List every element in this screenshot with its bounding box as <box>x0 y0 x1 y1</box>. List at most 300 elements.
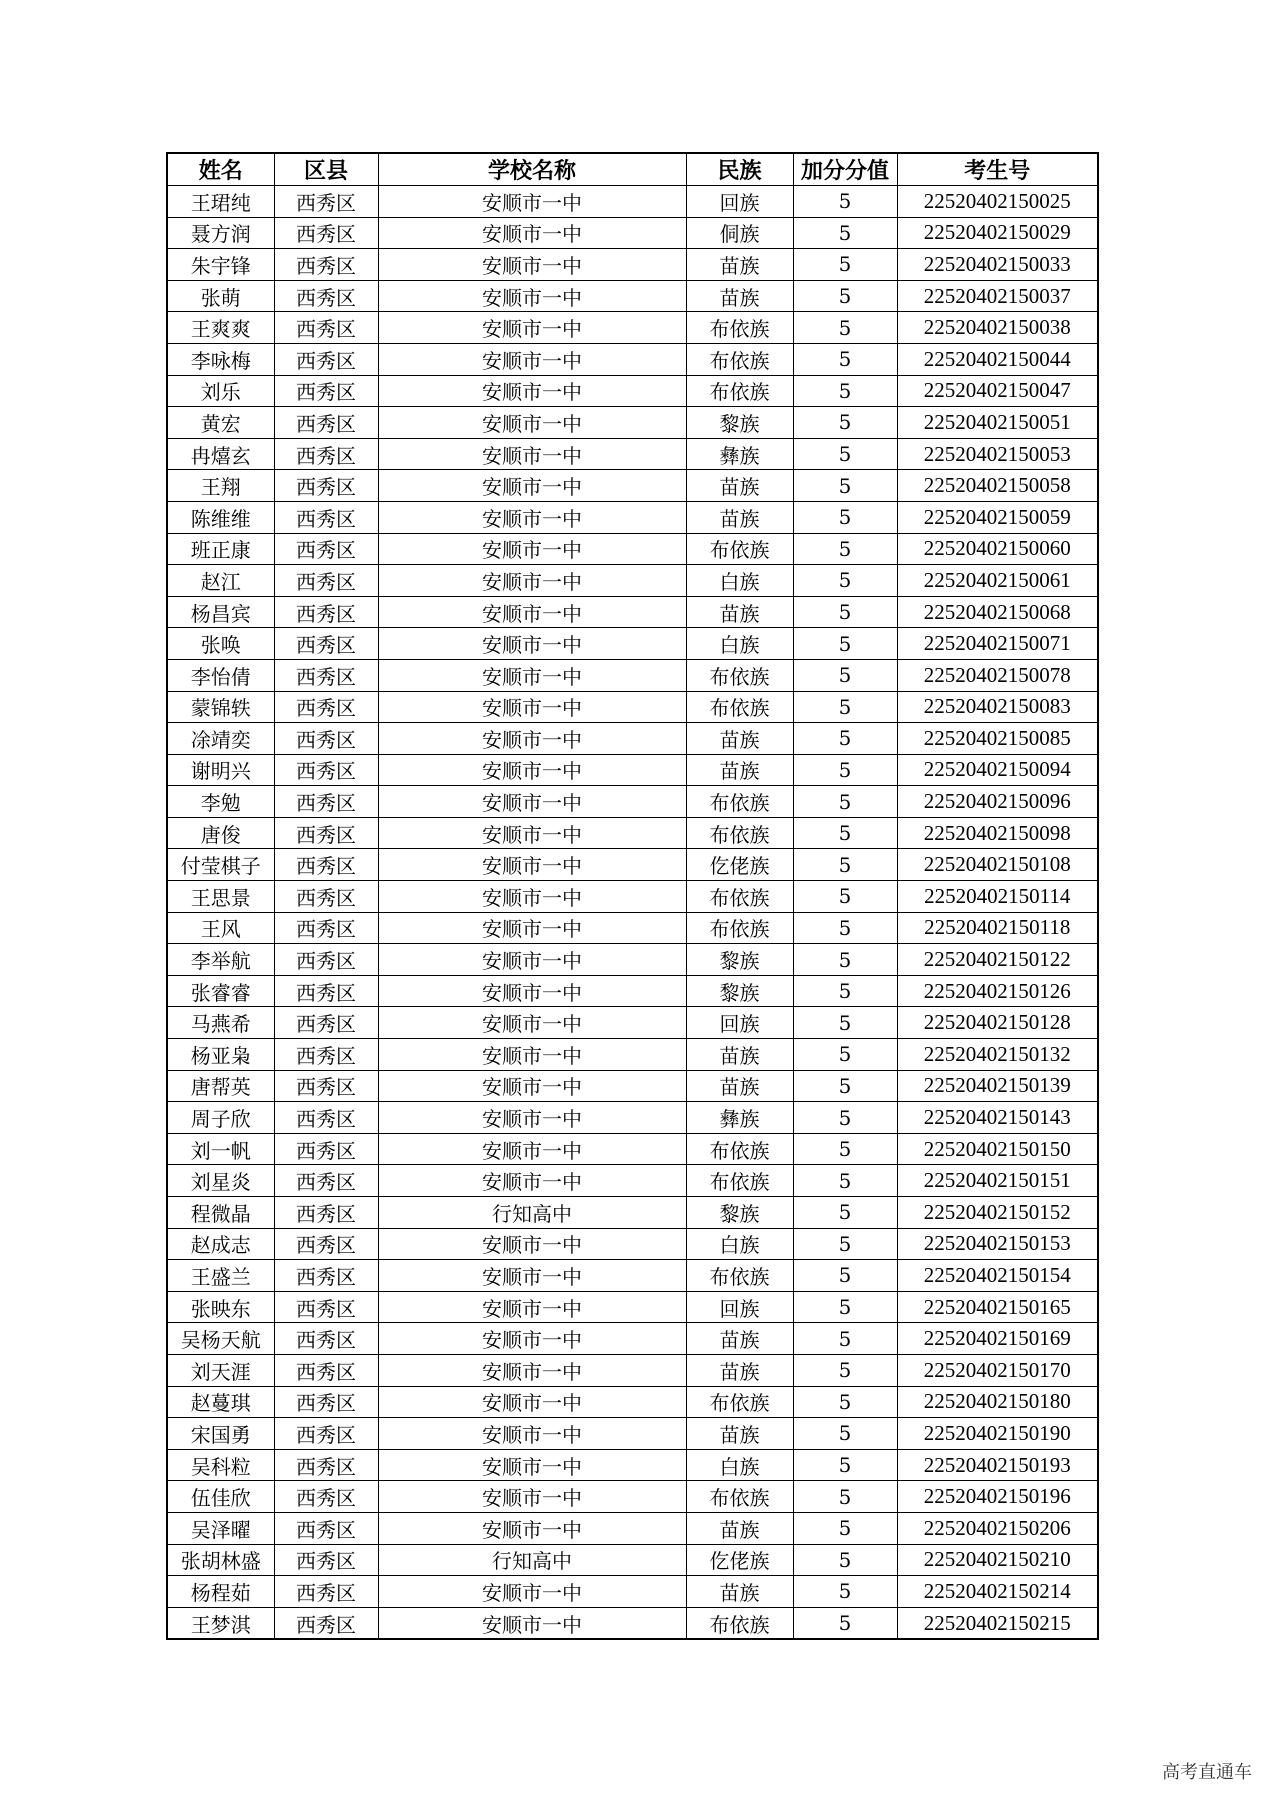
bonus-cell: 5 <box>793 628 897 660</box>
exam-id-cell: 22520402150029 <box>897 217 1098 249</box>
ethnicity-cell: 黎族 <box>686 1197 793 1229</box>
bonus-cell: 5 <box>793 1481 897 1513</box>
ethnicity-cell: 仡佬族 <box>686 849 793 881</box>
table-row <box>167 533 1098 565</box>
exam-id-cell: 22520402150114 <box>897 881 1098 913</box>
table-row <box>167 407 1098 439</box>
name-cell: 张胡林盛 <box>167 1544 274 1576</box>
table-row <box>167 312 1098 344</box>
name-cell: 凃靖奕 <box>167 723 274 755</box>
exam-id-cell: 22520402150180 <box>897 1386 1098 1418</box>
table-row <box>167 849 1098 881</box>
ethnicity-cell: 苗族 <box>686 1070 793 1102</box>
exam-id-cell: 22520402150152 <box>897 1197 1098 1229</box>
bonus-cell: 5 <box>793 186 897 218</box>
table-row <box>167 1291 1098 1323</box>
table-row <box>167 1449 1098 1481</box>
exam-id-cell: 22520402150128 <box>897 1007 1098 1039</box>
ethnicity-cell: 布依族 <box>686 343 793 375</box>
name-cell: 周子欣 <box>167 1102 274 1134</box>
exam-id-cell: 22520402150126 <box>897 975 1098 1007</box>
ethnicity-cell: 黎族 <box>686 944 793 976</box>
exam-id-cell: 22520402150108 <box>897 849 1098 881</box>
exam-id-cell: 22520402150033 <box>897 249 1098 281</box>
exam-id-cell: 22520402150165 <box>897 1291 1098 1323</box>
exam-id-cell: 22520402150047 <box>897 375 1098 407</box>
exam-id-cell: 22520402150038 <box>897 312 1098 344</box>
table-row <box>167 1197 1098 1229</box>
bonus-cell: 5 <box>793 1544 897 1576</box>
bonus-cell: 5 <box>793 723 897 755</box>
name-cell: 刘乐 <box>167 375 274 407</box>
county-cell: 西秀区 <box>274 628 378 660</box>
exam-id-cell: 22520402150170 <box>897 1354 1098 1386</box>
bonus-cell: 5 <box>793 1260 897 1292</box>
exam-id-cell: 22520402150118 <box>897 912 1098 944</box>
exam-id-cell: 22520402150139 <box>897 1070 1098 1102</box>
county-cell: 西秀区 <box>274 817 378 849</box>
exam-id-cell: 22520402150193 <box>897 1449 1098 1481</box>
county-cell: 西秀区 <box>274 1386 378 1418</box>
table-row <box>167 1007 1098 1039</box>
table-row <box>167 944 1098 976</box>
bonus-cell: 5 <box>793 249 897 281</box>
school-cell: 安顺市一中 <box>378 375 686 407</box>
table-row <box>167 754 1098 786</box>
table-row <box>167 1323 1098 1355</box>
exam-id-cell: 22520402150210 <box>897 1544 1098 1576</box>
table-row <box>167 1418 1098 1450</box>
county-cell: 西秀区 <box>274 1260 378 1292</box>
bonus-cell: 5 <box>793 217 897 249</box>
county-cell: 西秀区 <box>274 1133 378 1165</box>
bonus-cell: 5 <box>793 1386 897 1418</box>
ethnicity-cell: 布依族 <box>686 1386 793 1418</box>
ethnicity-cell: 布依族 <box>686 312 793 344</box>
exam-id-cell: 22520402150214 <box>897 1576 1098 1608</box>
county-cell: 西秀区 <box>274 659 378 691</box>
school-cell: 安顺市一中 <box>378 1386 686 1418</box>
table-row <box>167 565 1098 597</box>
name-cell: 班正康 <box>167 533 274 565</box>
school-cell: 安顺市一中 <box>378 1607 686 1639</box>
county-cell: 西秀区 <box>274 1607 378 1639</box>
name-cell: 王思景 <box>167 881 274 913</box>
name-cell: 王翔 <box>167 470 274 502</box>
header-bonus: 加分分值 <box>793 153 897 186</box>
exam-id-cell: 22520402150078 <box>897 659 1098 691</box>
name-cell: 吴科粒 <box>167 1449 274 1481</box>
bonus-cell: 5 <box>793 596 897 628</box>
bonus-cell: 5 <box>793 691 897 723</box>
county-cell: 西秀区 <box>274 1197 378 1229</box>
ethnicity-cell: 苗族 <box>686 596 793 628</box>
exam-id-cell: 22520402150058 <box>897 470 1098 502</box>
county-cell: 西秀区 <box>274 1165 378 1197</box>
table-row <box>167 1133 1098 1165</box>
header-ethnicity: 民族 <box>686 153 793 186</box>
county-cell: 西秀区 <box>274 375 378 407</box>
bonus-cell: 5 <box>793 533 897 565</box>
ethnicity-cell: 布依族 <box>686 533 793 565</box>
school-cell: 安顺市一中 <box>378 754 686 786</box>
county-cell: 西秀区 <box>274 1323 378 1355</box>
name-cell: 杨昌宾 <box>167 596 274 628</box>
county-cell: 西秀区 <box>274 1070 378 1102</box>
school-cell: 安顺市一中 <box>378 1481 686 1513</box>
exam-id-cell: 22520402150071 <box>897 628 1098 660</box>
table-row <box>167 1102 1098 1134</box>
bonus-cell: 5 <box>793 1070 897 1102</box>
school-cell: 安顺市一中 <box>378 1039 686 1071</box>
table-row <box>167 1165 1098 1197</box>
county-cell: 西秀区 <box>274 501 378 533</box>
name-cell: 唐帮英 <box>167 1070 274 1102</box>
school-cell: 安顺市一中 <box>378 217 686 249</box>
ethnicity-cell: 布依族 <box>686 881 793 913</box>
exam-id-cell: 22520402150044 <box>897 343 1098 375</box>
ethnicity-cell: 苗族 <box>686 1418 793 1450</box>
county-cell: 西秀区 <box>274 1481 378 1513</box>
bonus-cell: 5 <box>793 501 897 533</box>
bonus-cell: 5 <box>793 881 897 913</box>
school-cell: 安顺市一中 <box>378 659 686 691</box>
county-cell: 西秀区 <box>274 1512 378 1544</box>
name-cell: 刘星炎 <box>167 1165 274 1197</box>
county-cell: 西秀区 <box>274 881 378 913</box>
exam-id-cell: 22520402150096 <box>897 786 1098 818</box>
exam-id-cell: 22520402150153 <box>897 1228 1098 1260</box>
bonus-cell: 5 <box>793 1512 897 1544</box>
school-cell: 安顺市一中 <box>378 975 686 1007</box>
name-cell: 马燕希 <box>167 1007 274 1039</box>
ethnicity-cell: 布依族 <box>686 912 793 944</box>
name-cell: 李怡倩 <box>167 659 274 691</box>
table-row <box>167 438 1098 470</box>
school-cell: 安顺市一中 <box>378 912 686 944</box>
ethnicity-cell: 布依族 <box>686 691 793 723</box>
school-cell: 安顺市一中 <box>378 280 686 312</box>
county-cell: 西秀区 <box>274 1418 378 1450</box>
ethnicity-cell: 布依族 <box>686 1607 793 1639</box>
name-cell: 李咏梅 <box>167 343 274 375</box>
table-row <box>167 659 1098 691</box>
name-cell: 赵蔓琪 <box>167 1386 274 1418</box>
school-cell: 安顺市一中 <box>378 1449 686 1481</box>
ethnicity-cell: 布依族 <box>686 1260 793 1292</box>
county-cell: 西秀区 <box>274 438 378 470</box>
school-cell: 行知高中 <box>378 1544 686 1576</box>
name-cell: 吴泽曜 <box>167 1512 274 1544</box>
school-cell: 安顺市一中 <box>378 343 686 375</box>
bonus-cell: 5 <box>793 565 897 597</box>
ethnicity-cell: 布依族 <box>686 659 793 691</box>
bonus-cell: 5 <box>793 375 897 407</box>
ethnicity-cell: 苗族 <box>686 1354 793 1386</box>
ethnicity-cell: 布依族 <box>686 1165 793 1197</box>
table-row <box>167 186 1098 218</box>
county-cell: 西秀区 <box>274 470 378 502</box>
ethnicity-cell: 回族 <box>686 186 793 218</box>
table-row <box>167 691 1098 723</box>
table-row <box>167 1576 1098 1608</box>
bonus-cell: 5 <box>793 1449 897 1481</box>
name-cell: 朱宇锋 <box>167 249 274 281</box>
bonus-cell: 5 <box>793 438 897 470</box>
bonus-cell: 5 <box>793 659 897 691</box>
table-row <box>167 1481 1098 1513</box>
exam-id-cell: 22520402150098 <box>897 817 1098 849</box>
bonus-cell: 5 <box>793 1576 897 1608</box>
bonus-points-table <box>166 152 1099 1640</box>
bonus-cell: 5 <box>793 312 897 344</box>
county-cell: 西秀区 <box>274 1228 378 1260</box>
county-cell: 西秀区 <box>274 407 378 439</box>
table-body <box>167 186 1098 1640</box>
ethnicity-cell: 苗族 <box>686 754 793 786</box>
county-cell: 西秀区 <box>274 691 378 723</box>
name-cell: 李举航 <box>167 944 274 976</box>
exam-id-cell: 22520402150037 <box>897 280 1098 312</box>
ethnicity-cell: 苗族 <box>686 723 793 755</box>
school-cell: 安顺市一中 <box>378 1133 686 1165</box>
school-cell: 安顺市一中 <box>378 407 686 439</box>
header-county: 区县 <box>274 153 378 186</box>
exam-id-cell: 22520402150154 <box>897 1260 1098 1292</box>
exam-id-cell: 22520402150060 <box>897 533 1098 565</box>
school-cell: 安顺市一中 <box>378 596 686 628</box>
table-row <box>167 280 1098 312</box>
school-cell: 行知高中 <box>378 1197 686 1229</box>
table-row <box>167 1228 1098 1260</box>
ethnicity-cell: 黎族 <box>686 407 793 439</box>
county-cell: 西秀区 <box>274 565 378 597</box>
bonus-cell: 5 <box>793 912 897 944</box>
exam-id-cell: 22520402150053 <box>897 438 1098 470</box>
school-cell: 安顺市一中 <box>378 249 686 281</box>
table-row <box>167 1544 1098 1576</box>
school-cell: 安顺市一中 <box>378 1576 686 1608</box>
bonus-cell: 5 <box>793 1102 897 1134</box>
name-cell: 程微晶 <box>167 1197 274 1229</box>
exam-id-cell: 22520402150190 <box>897 1418 1098 1450</box>
exam-id-cell: 22520402150061 <box>897 565 1098 597</box>
name-cell: 王爽爽 <box>167 312 274 344</box>
county-cell: 西秀区 <box>274 975 378 1007</box>
exam-id-cell: 22520402150025 <box>897 186 1098 218</box>
table-row <box>167 217 1098 249</box>
name-cell: 陈维维 <box>167 501 274 533</box>
bonus-cell: 5 <box>793 1607 897 1639</box>
county-cell: 西秀区 <box>274 533 378 565</box>
ethnicity-cell: 布依族 <box>686 1481 793 1513</box>
exam-id-cell: 22520402150051 <box>897 407 1098 439</box>
ethnicity-cell: 回族 <box>686 1291 793 1323</box>
school-cell: 安顺市一中 <box>378 470 686 502</box>
name-cell: 谢明兴 <box>167 754 274 786</box>
county-cell: 西秀区 <box>274 186 378 218</box>
table-row <box>167 1039 1098 1071</box>
county-cell: 西秀区 <box>274 723 378 755</box>
exam-id-cell: 22520402150143 <box>897 1102 1098 1134</box>
bonus-cell: 5 <box>793 1133 897 1165</box>
table-row <box>167 1070 1098 1102</box>
table-row <box>167 1386 1098 1418</box>
table-row <box>167 881 1098 913</box>
table-row <box>167 343 1098 375</box>
school-cell: 安顺市一中 <box>378 817 686 849</box>
name-cell: 蒙锦轶 <box>167 691 274 723</box>
ethnicity-cell: 布依族 <box>686 1133 793 1165</box>
school-cell: 安顺市一中 <box>378 501 686 533</box>
county-cell: 西秀区 <box>274 1102 378 1134</box>
ethnicity-cell: 白族 <box>686 1449 793 1481</box>
exam-id-cell: 22520402150196 <box>897 1481 1098 1513</box>
county-cell: 西秀区 <box>274 786 378 818</box>
county-cell: 西秀区 <box>274 754 378 786</box>
exam-id-cell: 22520402150122 <box>897 944 1098 976</box>
table-row <box>167 596 1098 628</box>
ethnicity-cell: 布依族 <box>686 375 793 407</box>
header-name: 姓名 <box>167 153 274 186</box>
name-cell: 杨亚枭 <box>167 1039 274 1071</box>
table-row <box>167 249 1098 281</box>
name-cell: 宋国勇 <box>167 1418 274 1450</box>
school-cell: 安顺市一中 <box>378 1418 686 1450</box>
table-row <box>167 817 1098 849</box>
county-cell: 西秀区 <box>274 1039 378 1071</box>
county-cell: 西秀区 <box>274 1576 378 1608</box>
table-row <box>167 375 1098 407</box>
school-cell: 安顺市一中 <box>378 312 686 344</box>
ethnicity-cell: 苗族 <box>686 1039 793 1071</box>
school-cell: 安顺市一中 <box>378 1354 686 1386</box>
school-cell: 安顺市一中 <box>378 849 686 881</box>
bonus-cell: 5 <box>793 1323 897 1355</box>
county-cell: 西秀区 <box>274 312 378 344</box>
ethnicity-cell: 侗族 <box>686 217 793 249</box>
school-cell: 安顺市一中 <box>378 628 686 660</box>
name-cell: 张睿睿 <box>167 975 274 1007</box>
exam-id-cell: 22520402150068 <box>897 596 1098 628</box>
name-cell: 伍佳欣 <box>167 1481 274 1513</box>
school-cell: 安顺市一中 <box>378 944 686 976</box>
school-cell: 安顺市一中 <box>378 723 686 755</box>
ethnicity-cell: 彝族 <box>686 1102 793 1134</box>
school-cell: 安顺市一中 <box>378 565 686 597</box>
table-row <box>167 975 1098 1007</box>
bonus-cell: 5 <box>793 470 897 502</box>
name-cell: 赵成志 <box>167 1228 274 1260</box>
school-cell: 安顺市一中 <box>378 1323 686 1355</box>
ethnicity-cell: 布依族 <box>686 817 793 849</box>
bonus-cell: 5 <box>793 817 897 849</box>
table-row <box>167 501 1098 533</box>
table-row <box>167 1354 1098 1386</box>
bonus-cell: 5 <box>793 1197 897 1229</box>
ethnicity-cell: 苗族 <box>686 1576 793 1608</box>
bonus-cell: 5 <box>793 1291 897 1323</box>
county-cell: 西秀区 <box>274 217 378 249</box>
name-cell: 王盛兰 <box>167 1260 274 1292</box>
name-cell: 冉熺玄 <box>167 438 274 470</box>
school-cell: 安顺市一中 <box>378 1070 686 1102</box>
school-cell: 安顺市一中 <box>378 1512 686 1544</box>
name-cell: 聂方润 <box>167 217 274 249</box>
exam-id-cell: 22520402150094 <box>897 754 1098 786</box>
exam-id-cell: 22520402150059 <box>897 501 1098 533</box>
county-cell: 西秀区 <box>274 1291 378 1323</box>
ethnicity-cell: 苗族 <box>686 249 793 281</box>
bonus-cell: 5 <box>793 975 897 1007</box>
exam-id-cell: 22520402150169 <box>897 1323 1098 1355</box>
bonus-cell: 5 <box>793 944 897 976</box>
school-cell: 安顺市一中 <box>378 533 686 565</box>
school-cell: 安顺市一中 <box>378 691 686 723</box>
county-cell: 西秀区 <box>274 849 378 881</box>
ethnicity-cell: 仡佬族 <box>686 1544 793 1576</box>
county-cell: 西秀区 <box>274 1354 378 1386</box>
name-cell: 张萌 <box>167 280 274 312</box>
name-cell: 唐俊 <box>167 817 274 849</box>
bonus-cell: 5 <box>793 280 897 312</box>
watermark-text: 高考直通车 <box>1162 1762 1252 1783</box>
ethnicity-cell: 布依族 <box>686 786 793 818</box>
table-row <box>167 1260 1098 1292</box>
name-cell: 刘一帆 <box>167 1133 274 1165</box>
table-row <box>167 470 1098 502</box>
header-school: 学校名称 <box>378 153 686 186</box>
name-cell: 杨程茹 <box>167 1576 274 1608</box>
school-cell: 安顺市一中 <box>378 1102 686 1134</box>
county-cell: 西秀区 <box>274 280 378 312</box>
exam-id-cell: 22520402150215 <box>897 1607 1098 1639</box>
school-cell: 安顺市一中 <box>378 1291 686 1323</box>
school-cell: 安顺市一中 <box>378 1228 686 1260</box>
county-cell: 西秀区 <box>274 249 378 281</box>
bonus-cell: 5 <box>793 1228 897 1260</box>
school-cell: 安顺市一中 <box>378 186 686 218</box>
school-cell: 安顺市一中 <box>378 786 686 818</box>
ethnicity-cell: 白族 <box>686 1228 793 1260</box>
ethnicity-cell: 白族 <box>686 628 793 660</box>
ethnicity-cell: 苗族 <box>686 1323 793 1355</box>
exam-id-cell: 22520402150085 <box>897 723 1098 755</box>
name-cell: 王珺纯 <box>167 186 274 218</box>
exam-id-cell: 22520402150083 <box>897 691 1098 723</box>
exam-id-cell: 22520402150206 <box>897 1512 1098 1544</box>
exam-id-cell: 22520402150132 <box>897 1039 1098 1071</box>
ethnicity-cell: 苗族 <box>686 280 793 312</box>
name-cell: 张映东 <box>167 1291 274 1323</box>
name-cell: 张唤 <box>167 628 274 660</box>
name-cell: 刘天涯 <box>167 1354 274 1386</box>
bonus-cell: 5 <box>793 1354 897 1386</box>
exam-id-cell: 22520402150151 <box>897 1165 1098 1197</box>
ethnicity-cell: 苗族 <box>686 470 793 502</box>
county-cell: 西秀区 <box>274 1007 378 1039</box>
ethnicity-cell: 白族 <box>686 565 793 597</box>
school-cell: 安顺市一中 <box>378 881 686 913</box>
bonus-cell: 5 <box>793 1165 897 1197</box>
ethnicity-cell: 苗族 <box>686 1512 793 1544</box>
header-row <box>167 153 1098 186</box>
name-cell: 吴杨天航 <box>167 1323 274 1355</box>
county-cell: 西秀区 <box>274 596 378 628</box>
county-cell: 西秀区 <box>274 343 378 375</box>
header-exam-id: 考生号 <box>897 153 1098 186</box>
table-row <box>167 912 1098 944</box>
